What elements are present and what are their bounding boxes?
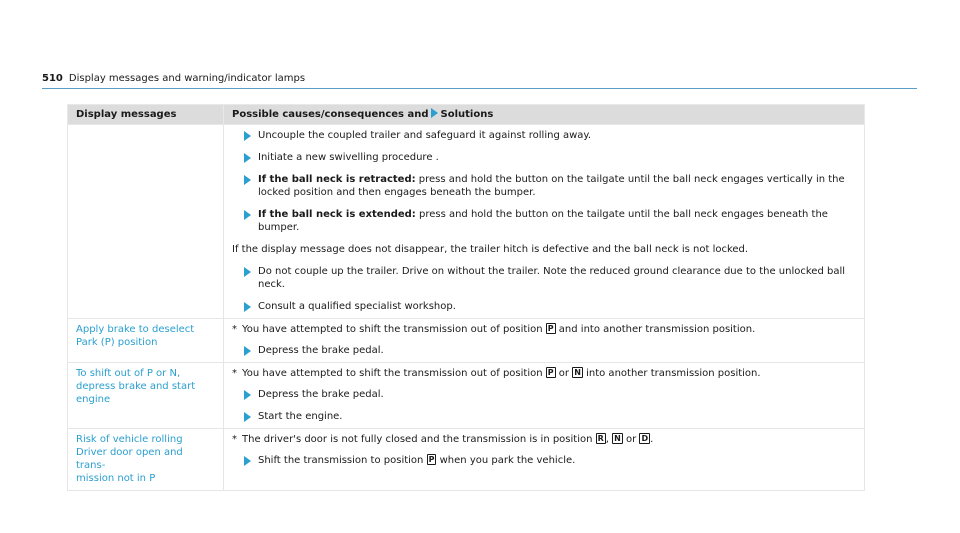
gear-p-key-icon: P (428, 455, 435, 464)
solution-step (232, 388, 856, 401)
cause-fragment: or (622, 434, 640, 445)
step-text: Depress the brake pedal. (258, 345, 384, 356)
arrow-right-icon (244, 153, 251, 163)
gear-n-key-icon: N (574, 368, 581, 377)
solution-step (232, 129, 856, 142)
header-display-messages: Display messages (68, 105, 224, 125)
solution-step (232, 265, 856, 291)
arrow-right-icon (431, 108, 438, 118)
gear-r-key-icon: R (597, 434, 604, 443)
message-line: depress brake and start (76, 381, 196, 392)
cause-fragment: The driver's door is not fully closed and the transmission is in position (242, 434, 596, 445)
arrow-right-icon (244, 175, 251, 185)
solution-cell (224, 363, 865, 429)
cause-text (232, 323, 856, 336)
solution-step (232, 454, 856, 467)
gear-p-key-icon: P (547, 368, 554, 377)
step-text: Initiate a new swivelling procedure . (258, 152, 439, 163)
cause-text (232, 433, 856, 446)
arrow-right-icon (244, 456, 251, 466)
cause-fragment: and into another transmission position. (555, 324, 756, 335)
header-divider (42, 88, 917, 89)
header-solutions-text: Solutions (440, 109, 494, 120)
arrow-right-icon (244, 267, 251, 277)
message-cell (68, 363, 224, 429)
message-cell (68, 319, 224, 363)
header-causes-solutions (224, 105, 865, 125)
gear-d-key-icon: D (641, 434, 649, 443)
arrow-right-icon (244, 390, 251, 400)
step-text: Depress the brake pedal. (258, 389, 384, 400)
arrow-right-icon (244, 210, 251, 220)
cause-fragment: , (605, 434, 613, 445)
solution-step (232, 173, 856, 199)
step-text: Shift the transmission to position (258, 455, 427, 466)
arrow-right-icon (244, 131, 251, 141)
step-text: Consult a qualified specialist workshop. (258, 301, 456, 312)
arrow-right-icon (244, 346, 251, 356)
header-causes-text: Possible causes/consequences and (232, 109, 429, 120)
message-line: Apply brake to deselect (76, 324, 195, 335)
solution-step (232, 300, 856, 313)
solution-step (232, 151, 856, 164)
display-messages-table (67, 104, 865, 491)
note-text: If the display message does not disappear, the trailer hitch is defective and the ball neck is not locked. (232, 244, 749, 255)
arrow-right-icon (244, 302, 251, 312)
table-row (68, 363, 865, 429)
solution-step (232, 410, 856, 423)
solution-step (232, 344, 856, 357)
step-text: when you park the vehicle. (436, 455, 576, 466)
solution-cell (224, 125, 865, 319)
asterisk-icon: * (232, 434, 237, 445)
cause-fragment: or (555, 368, 573, 379)
page-number: 510 (42, 73, 63, 84)
step-text: Start the engine. (258, 411, 343, 422)
gear-p-key-icon: P (547, 324, 554, 333)
table-row (68, 319, 865, 363)
message-cell (68, 429, 224, 491)
cause-text (232, 367, 856, 380)
message-line: To shift out of P or N, (76, 368, 181, 379)
step-text: press and hold the button on the tailgate until the ball neck engages beneath the bumper. (258, 209, 828, 233)
step-condition: If the ball neck is extended: (258, 209, 416, 220)
table-header-row (68, 105, 865, 125)
message-line: engine (76, 394, 111, 405)
cause-fragment: . (650, 434, 654, 445)
message-line: mission not in P (76, 473, 156, 484)
message-line: Driver door open and trans- (76, 447, 183, 471)
cause-fragment: into another transmission position. (582, 368, 761, 379)
message-line: Risk of vehicle rolling (76, 434, 183, 445)
step-text: Uncouple the coupled trailer and safeguard it against rolling away. (258, 130, 592, 141)
step-condition: If the ball neck is retracted: (258, 174, 416, 185)
solution-cell (224, 319, 865, 363)
message-cell (68, 125, 224, 319)
cause-fragment: You have attempted to shift the transmission out of position (242, 368, 546, 379)
table-row (68, 429, 865, 491)
arrow-right-icon (244, 412, 251, 422)
page-header (42, 72, 917, 85)
asterisk-icon: * (232, 324, 237, 335)
cause-fragment: You have attempted to shift the transmission out of position (242, 324, 546, 335)
message-line: Park (P) position (76, 337, 158, 348)
step-text: Do not couple up the trailer. Drive on without the trailer. Note the reduced ground clearance due to the unlocked ball neck. (258, 266, 846, 290)
solution-step (232, 208, 856, 234)
step-text: press and hold the button on the tailgate until the ball neck engages vertically in the locked position and then engages beneath the bumper. (258, 174, 845, 198)
page-title: Display messages and warning/indicator lamps (68, 73, 306, 84)
asterisk-icon: * (232, 368, 237, 379)
solution-cell (224, 429, 865, 491)
table-row (68, 125, 865, 319)
gear-n-key-icon: N (614, 434, 621, 443)
